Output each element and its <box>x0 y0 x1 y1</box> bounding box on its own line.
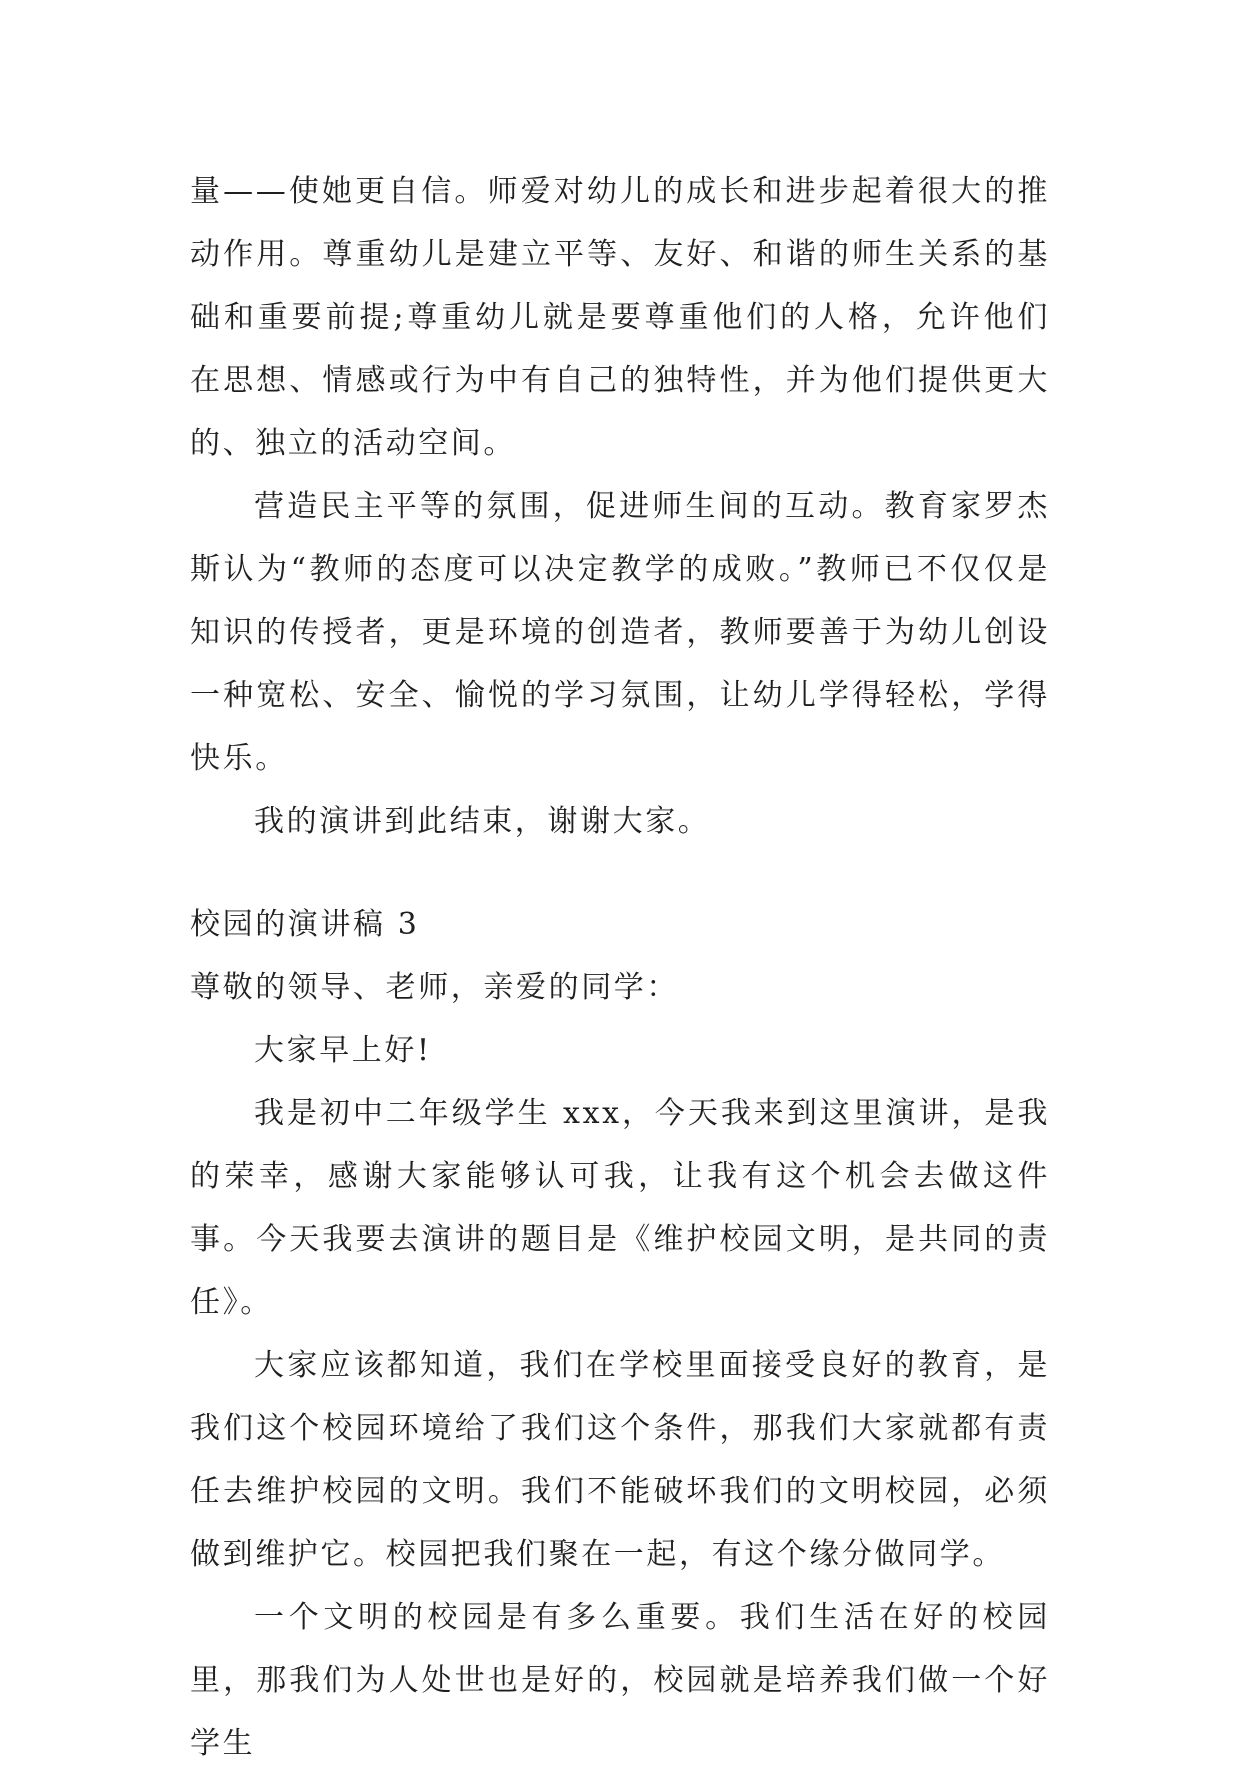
paragraph-importance: 一个文明的校园是有多么重要。我们生活在好的校园里，那我们为人处世也是好的，校园就是培养我们做一个好学生 <box>190 1600 1050 1761</box>
section-title: 校园的演讲稿 3 <box>190 907 420 942</box>
salutation: 尊敬的领导、老师，亲爱的同学： <box>190 970 679 1005</box>
paragraph-greeting: 大家早上好! <box>254 1033 432 1068</box>
paragraph-atmosphere: 营造民主平等的氛围，促进师生间的互动。教育家罗杰斯认为“教师的态度可以决定教学的成败。”教师已不仅仅是知识的传授者，更是环境的创造者，教师要善于为幼儿创设一种宽松、安全、愉悦的学习氛围，让幼儿学得轻松，学得快乐。 <box>190 489 1050 776</box>
paragraph-closing: 我的演讲到此结束，谢谢大家。 <box>254 804 711 839</box>
paragraph-continuation: 量——使她更自信。师爱对幼儿的成长和进步起着很大的推动作用。尊重幼儿是建立平等、友好、和谐的师生关系的基础和重要前提;尊重幼儿就是要尊重他们的人格，允许他们在思想、情感或行为中有自己的独特性，并为他们提供更大的、独立的活动空间。 <box>190 174 1050 461</box>
paragraph-responsibility: 大家应该都知道，我们在学校里面接受良好的教育，是我们这个校园环境给了我们这个条件，那我们大家就都有责任去维护校园的文明。我们不能破坏我们的文明校园，必须做到维护它。校园把我们聚在一起，有这个缘分做同学。 <box>190 1348 1050 1572</box>
document-body <box>190 160 1050 1775</box>
section-spacer <box>190 853 1050 893</box>
paragraph-introduction: 我是初中二年级学生 xxx，今天我来到这里演讲，是我的荣幸，感谢大家能够认可我，让我有这个机会去做这件事。今天我要去演讲的题目是《维护校园文明，是共同的责任》。 <box>190 1096 1050 1320</box>
